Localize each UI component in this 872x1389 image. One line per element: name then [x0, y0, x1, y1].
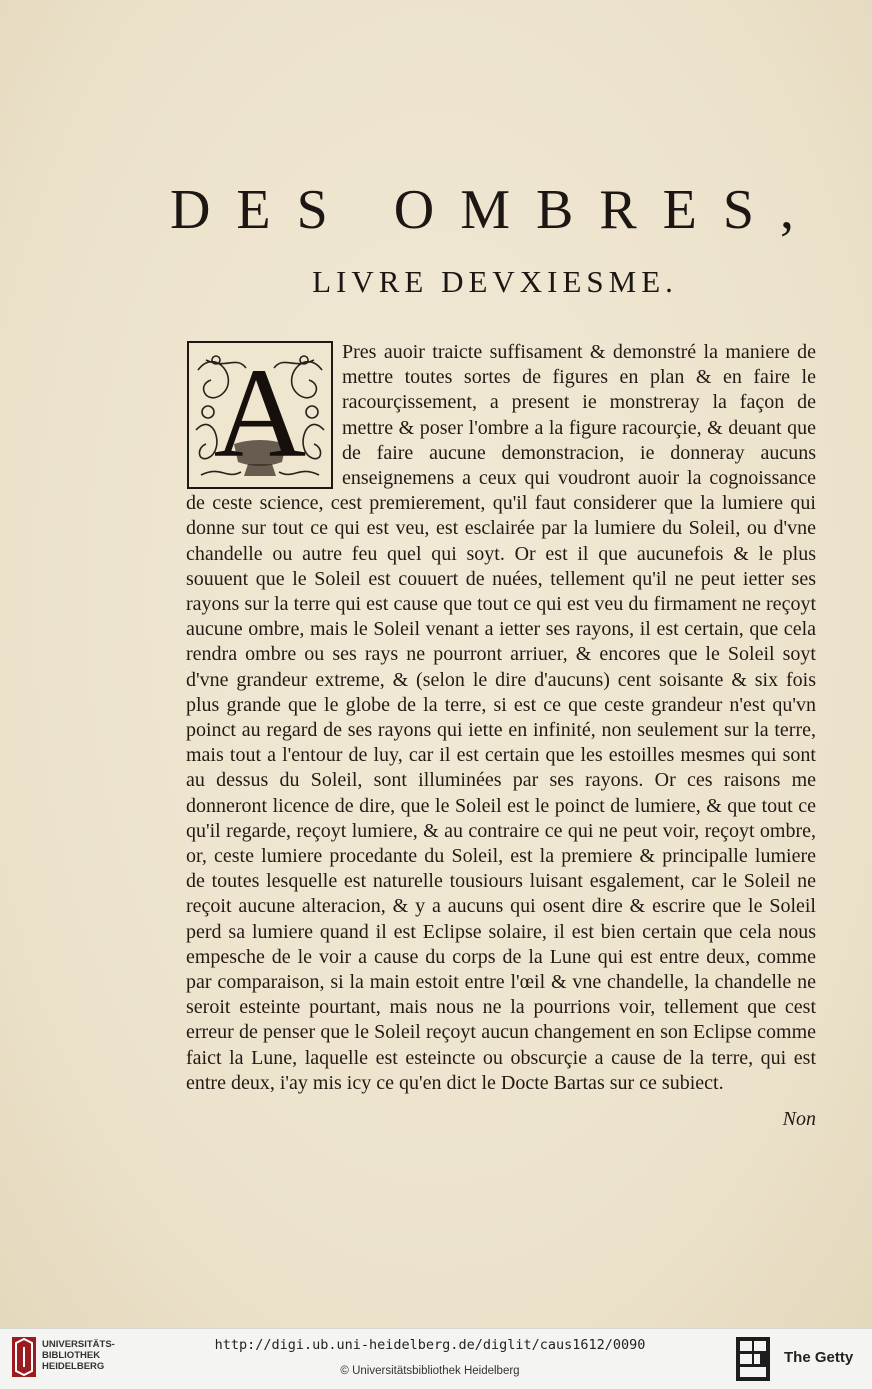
decorated-initial-icon — [186, 340, 334, 490]
page-subtitle: LIVRE DEVXIESME. — [312, 264, 678, 299]
catchword: Non — [782, 1108, 816, 1130]
body-paragraph: Pres auoir traicte suffisament & demonstré la maniere de mettre toutes sortes de figures en plan & en faire le racourçissement, a present ie monstreray la façon de mettre & poser l'ombre a la figure racourçie, & deuant que de faire aucune demonstracion, ie donneray aucuns enseignemens a ceux qui voudront auoir la cognoissance de ceste science, cest premierement, qu'il faut considerer que la lumiere qui donne sur tout ce qui est veu, est esclairée par la lumiere du Soleil, ou d'vne chandelle ou autre feu quel qui soyt. Or est il que aucunefois & le plus souuent que le Soleil est couuert de nuées, tellement qu'il ne peut ietter ses rayons sur la terre qui est cause que tout ce qui est veu du firmament ne reçoyt aucune ombre, mais le Soleil venant a ietter ses rayons, il est certain, que cela rendra ombre ou ses rays ne pourront arriuer, & encores que le Soleil soyt d'vne grandeur extreme, & (selon le dire d'aucuns) cent soisante & six fois plus grande que le globe de la terre, si est ce que ceste grandeur n'est qu'vn poinct au regard de ses rayons qui iette en infinité, non seulement sur la terre, mais tout a l'entour de luy, car il est certain que les estoilles mesmes qui sont au dessus du Soleil, sont illuminées par ses rayons. Or ces raisons me donneront licence de dire, que le Soleil est le poinct de lumiere, & que tout ce qu'il regarde, reçoyt lumiere, & au contraire ce qui ne peut voir, reçoyt ombre, or, ceste lumiere procedante du Soleil, est la premiere & principalle lumiere de toutes lesquelle est naturelle tousiours luisant esgalement, car le Soleil ne reçoit aucune alteracion, & y a aucuns qui osent dire & escrire que le Soleil perd sa lumiere quand il est Eclipse solaire, il est bien certain que cela nous empesche de le voir a cause du corps de la Lune qui est entre deux, comme par comparaison, si la main estoit entre l'œil & vne chandelle, la chandelle ne seroit esteinte pourtant, mais nous ne la pourrions voir, tellement que cest erreur de penser que le Soleil reçoyt aucun changement en son Eclipse comme faict la Lune, laquelle est esteincte ou obscurçie a cause de la terre, qui est entre deux, i'ay mis icy ce qu'en dict le Docte Bartas sur ce subiect. — [186, 341, 816, 1094]
getty-logo-icon — [736, 1337, 770, 1381]
footer-bar — [0, 1328, 872, 1389]
getty-name: The Getty — [784, 1349, 854, 1366]
university-library-logo-icon — [12, 1337, 36, 1377]
permalink-url[interactable]: http://digi.ub.uni-heidelberg.de/diglit/caus1612/0090 — [214, 1337, 646, 1353]
copyright-notice: © Universitätsbibliothek Heidelberg — [340, 1365, 520, 1377]
body-section — [186, 340, 816, 1096]
library-name — [42, 1339, 152, 1372]
page-title: DES OMBRES, — [169, 179, 821, 241]
library-name-line: UNIVERSITÄTS- — [42, 1339, 115, 1350]
library-name-line: BIBLIOTHEK — [42, 1350, 101, 1361]
initial-letter: A — [213, 342, 307, 484]
library-name-line: HEIDELBERG — [42, 1361, 105, 1372]
